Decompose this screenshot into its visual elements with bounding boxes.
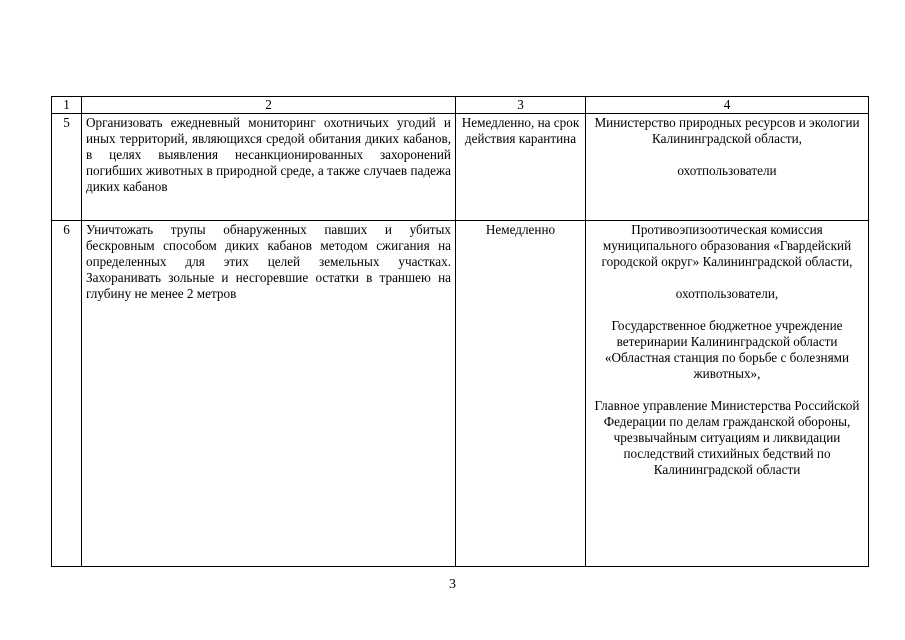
row-action: Организовать ежедневный мониторинг охотничьих угодий и иных территорий, являющихся средой обитания диких кабанов, в целях выявления несанкционированных захоронений погибших животных в природной среде, а также случаев падежа диких кабанов: [82, 114, 456, 221]
row-responsible: [586, 114, 869, 221]
row-term: Немедленно: [456, 221, 586, 567]
table-row: [52, 114, 869, 221]
table-row: [52, 221, 869, 567]
responsible-item: Министерство природных ресурсов и экологии Калининградской области,: [594, 115, 860, 146]
row-term: Немедленно, на срок действия карантина: [456, 114, 586, 221]
responsible-item: Противоэпизоотическая комиссия муниципального образования «Гвардейский городской округ» Калининградской области,: [601, 222, 853, 269]
header-col-1: 1: [52, 97, 82, 114]
responsible-item: охотпользователи,: [675, 286, 779, 301]
row-number: 6: [52, 221, 82, 567]
header-col-4: 4: [586, 97, 869, 114]
responsible-item: Государственное бюджетное учреждение ветеринарии Калининградской области «Областная станция по борьбе с болезнями животных»,: [604, 318, 850, 381]
row-action: Уничтожать трупы обнаруженных павших и убитых бескровным способом диких кабанов методом сжигания на определенных для этих целей земельных участках. Захоранивать зольные и несгоревшие остатки в траншею на глубину не менее 2 метров: [82, 221, 456, 567]
page-number: 3: [449, 577, 456, 592]
header-col-2: 2: [82, 97, 456, 114]
responsible-item: Главное управление Министерства Российской Федерации по делам гражданской обороны, чрезвычайным ситуациям и ликвидации последствий стихийных бедствий по Калининградской области: [594, 398, 860, 477]
table-header-row: [52, 97, 869, 114]
measures-table: [51, 96, 869, 567]
header-col-3: 3: [456, 97, 586, 114]
row-number: 5: [52, 114, 82, 221]
row-responsible: [586, 221, 869, 567]
responsible-item: охотпользователи: [677, 163, 777, 178]
